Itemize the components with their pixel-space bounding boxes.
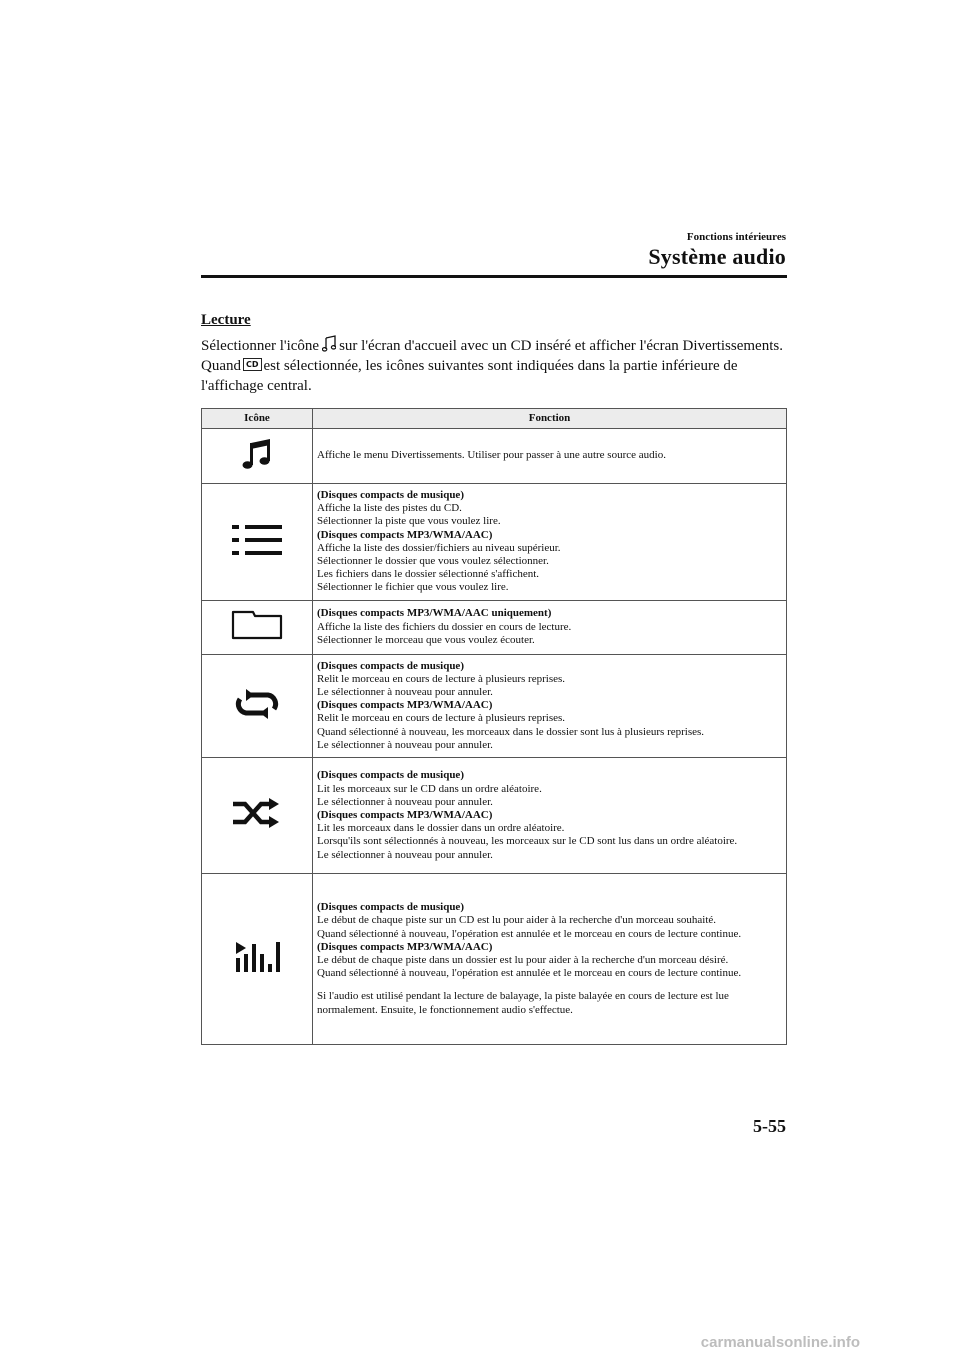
icon-cell — [202, 600, 313, 654]
table-row — [202, 874, 787, 1045]
function-line: (Disques compacts MP3/WMA/AAC) — [317, 808, 493, 821]
function-line: Si l'audio est utilisé pendant la lecture de balayage, la piste balayée en cours de lecture est lue normalement. Ensuite, le fonctionnement audio s'effectue. — [317, 990, 729, 1016]
table-row — [202, 654, 787, 757]
function-line: (Disques compacts MP3/WMA/AAC) — [317, 699, 493, 712]
icon-cell — [202, 484, 313, 601]
icon-cell — [202, 758, 313, 874]
function-table — [201, 408, 787, 1045]
function-line: (Disques compacts MP3/WMA/AAC uniquement) — [317, 607, 552, 620]
function-line: Relit le morceau en cours de lecture à plusieurs reprises. — [317, 672, 566, 685]
function-line: Le début de chaque piste sur un CD est lu pour aider à la recherche d'un morceau souhaité. — [317, 914, 717, 927]
page-number: 5-55 — [753, 1116, 786, 1136]
function-cell — [313, 484, 787, 601]
function-line: Lorsqu'ils sont sélectionnés à nouveau, les morceaux sur le CD sont lus dans un ordre aléatoire. — [317, 835, 738, 848]
function-line: Lit les morceaux sur le CD dans un ordre aléatoire. — [317, 782, 542, 795]
function-line: (Disques compacts MP3/WMA/AAC) — [317, 940, 493, 953]
intro-text-3: est sélectionnée, les icônes suivantes sont indiquées dans la partie inférieure de l'affichage central. — [201, 358, 738, 394]
function-line: Affiche la liste des fichiers du dossier en cours de lecture. — [317, 620, 572, 633]
function-line: Quand sélectionné à nouveau, les morceaux dans le dossier sont lus à plusieurs reprises. — [317, 725, 705, 738]
intro-text-2: sur l'écran d'accueil avec un CD inséré et afficher l'écran Divertissements. Quand — [201, 338, 783, 374]
function-column-header: Fonction — [313, 409, 787, 429]
header-rule — [201, 275, 787, 278]
scan-icon — [233, 940, 281, 974]
folder-icon — [231, 610, 283, 640]
function-line: (Disques compacts de musique) — [317, 769, 464, 782]
shuffle-icon — [231, 798, 283, 828]
function-line: Quand sélectionné à nouveau, l'opération est annulée et le morceau en cours de lecture continue. — [317, 927, 742, 940]
repeat-icon — [232, 689, 282, 719]
table-row — [202, 484, 787, 601]
function-line: Affiche le menu Divertissements. Utiliser pour passer à une autre source audio. — [317, 449, 666, 462]
function-line: Le sélectionner à nouveau pour annuler. — [317, 795, 493, 808]
function-line: (Disques compacts de musique) — [317, 659, 464, 672]
function-line: Relit le morceau en cours de lecture à plusieurs reprises. — [317, 712, 566, 725]
table-row — [202, 429, 787, 484]
intro-paragraph — [201, 335, 791, 396]
page-title: Système audio — [648, 244, 786, 269]
music-note-icon — [322, 335, 336, 352]
paragraph-gap — [317, 980, 782, 990]
function-line: Sélectionner le dossier que vous voulez sélectionner. — [317, 555, 549, 568]
table-header-row — [202, 409, 787, 429]
function-cell — [313, 874, 787, 1045]
function-cell — [313, 600, 787, 654]
watermark: carmanualsonline.info — [700, 1334, 860, 1351]
list-icon — [230, 523, 284, 557]
function-cell — [313, 758, 787, 874]
function-line: Le début de chaque piste dans un dossier est lu pour aider à la recherche d'un morceau désiré. — [317, 954, 729, 967]
function-line: Le sélectionner à nouveau pour annuler. — [317, 738, 493, 751]
section-heading: Lecture — [201, 312, 251, 328]
function-cell — [313, 654, 787, 757]
icon-cell — [202, 874, 313, 1045]
function-line: Lit les morceaux dans le dossier dans un ordre aléatoire. — [317, 822, 565, 835]
function-line: Affiche la liste des pistes du CD. — [317, 502, 462, 515]
chapter-label: Fonctions intérieures — [686, 231, 786, 243]
function-line: Le sélectionner à nouveau pour annuler. — [317, 848, 493, 861]
function-line: Quand sélectionné à nouveau, l'opération est annulée et le morceau en cours de lecture continue. — [317, 967, 742, 980]
function-line: Le sélectionner à nouveau pour annuler. — [317, 686, 493, 699]
table-row — [202, 758, 787, 874]
function-line: (Disques compacts de musique) — [317, 489, 464, 501]
function-line: (Disques compacts de musique) — [317, 901, 464, 914]
music-note-icon — [240, 437, 274, 471]
function-line: Affiche la liste des dossier/fichiers au niveau supérieur. — [317, 541, 561, 554]
icon-cell — [202, 429, 313, 484]
function-line: (Disques compacts MP3/WMA/AAC) — [317, 528, 493, 541]
table-row — [202, 600, 787, 654]
function-line: Sélectionner le fichier que vous voulez lire. — [317, 581, 509, 594]
icon-column-header: Icône — [202, 409, 313, 429]
function-cell — [313, 429, 787, 484]
function-line: Sélectionner la piste que vous voulez lire. — [317, 515, 501, 528]
intro-text-1: Sélectionner l'icône — [201, 338, 320, 354]
function-line: Les fichiers dans le dossier sélectionné s'affichent. — [317, 568, 540, 581]
function-line: Sélectionner le morceau que vous voulez écouter. — [317, 633, 535, 646]
cd-icon: CD — [243, 358, 262, 371]
icon-cell — [202, 654, 313, 757]
